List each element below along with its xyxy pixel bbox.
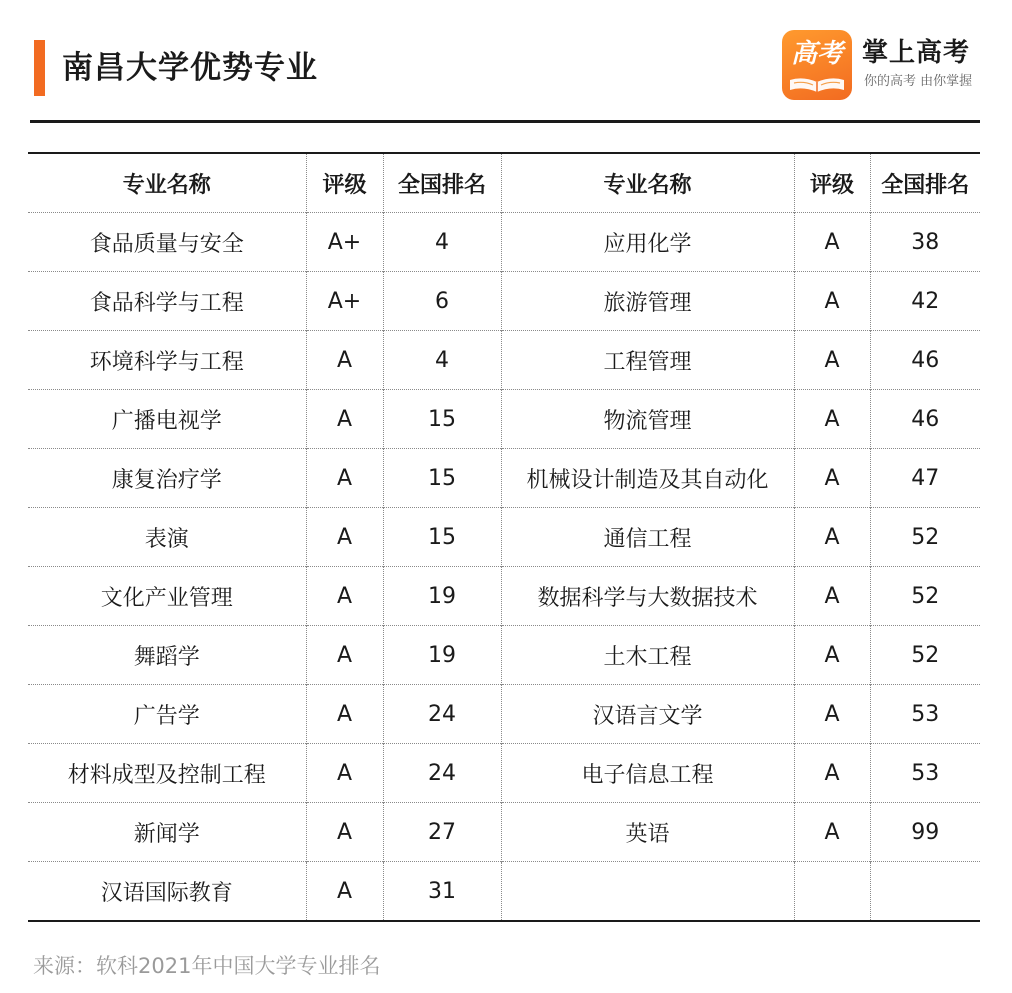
brand-name: 掌上高考 — [862, 38, 971, 68]
major-name: 英语 — [501, 803, 794, 862]
grade: A — [306, 508, 383, 567]
table-row — [28, 390, 980, 449]
col-header-grade: 评级 — [306, 153, 383, 213]
table-row — [28, 685, 980, 744]
major-name: 文化产业管理 — [28, 567, 306, 626]
major-name: 汉语言文学 — [501, 685, 794, 744]
national-rank: 15 — [383, 449, 501, 508]
col-header-grade: 评级 — [794, 153, 870, 213]
source-note: 来源：软科2021年中国大学专业排名 — [33, 954, 381, 978]
major-name: 物流管理 — [501, 390, 794, 449]
grade: A — [306, 390, 383, 449]
national-rank: 24 — [383, 744, 501, 803]
table-row — [28, 626, 980, 685]
national-rank: 31 — [383, 862, 501, 922]
national-rank: 4 — [383, 213, 501, 272]
major-name: 应用化学 — [501, 213, 794, 272]
major-name: 土木工程 — [501, 626, 794, 685]
major-name: 食品科学与工程 — [28, 272, 306, 331]
title-accent-bar — [34, 40, 45, 96]
national-rank: 27 — [383, 803, 501, 862]
national-rank: 15 — [383, 390, 501, 449]
table-row — [28, 449, 980, 508]
grade: A — [306, 685, 383, 744]
header-divider — [30, 120, 980, 123]
brand-slogan: 你的高考 由你掌握 — [864, 74, 973, 89]
table-row — [28, 508, 980, 567]
national-rank: 15 — [383, 508, 501, 567]
major-name: 环境科学与工程 — [28, 331, 306, 390]
grade: A — [794, 213, 870, 272]
national-rank: 52 — [870, 626, 980, 685]
major-name — [501, 862, 794, 922]
major-name: 通信工程 — [501, 508, 794, 567]
grade: A+ — [306, 272, 383, 331]
national-rank: 4 — [383, 331, 501, 390]
major-name: 数据科学与大数据技术 — [501, 567, 794, 626]
grade: A — [306, 862, 383, 922]
table-row — [28, 567, 980, 626]
col-header-rank: 全国排名 — [870, 153, 980, 213]
national-rank: 47 — [870, 449, 980, 508]
col-header-major: 专业名称 — [122, 172, 211, 198]
grade: A — [794, 449, 870, 508]
brand-logo — [782, 30, 852, 100]
major-name: 表演 — [28, 508, 306, 567]
major-name: 广播电视学 — [28, 390, 306, 449]
national-rank: 38 — [870, 213, 980, 272]
table-row — [28, 744, 980, 803]
table-row — [28, 272, 980, 331]
major-name: 新闻学 — [28, 803, 306, 862]
grade: A — [306, 449, 383, 508]
col-header-rank: 全国排名 — [383, 153, 501, 213]
grade: A — [794, 685, 870, 744]
grade: A+ — [306, 213, 383, 272]
table-row — [28, 862, 980, 922]
national-rank: 53 — [870, 685, 980, 744]
table-header-row — [28, 153, 980, 213]
page-title: 南昌大学优势专业 — [62, 50, 318, 86]
grade — [794, 862, 870, 922]
grade: A — [794, 803, 870, 862]
major-name: 食品质量与安全 — [28, 213, 306, 272]
major-name: 广告学 — [28, 685, 306, 744]
national-rank: 99 — [870, 803, 980, 862]
table-row — [28, 213, 980, 272]
national-rank: 19 — [383, 567, 501, 626]
table-row — [28, 331, 980, 390]
major-ranking-table — [28, 152, 980, 922]
national-rank: 42 — [870, 272, 980, 331]
national-rank: 52 — [870, 567, 980, 626]
national-rank: 53 — [870, 744, 980, 803]
major-name: 机械设计制造及其自动化 — [501, 449, 794, 508]
major-name: 舞蹈学 — [28, 626, 306, 685]
major-name: 旅游管理 — [501, 272, 794, 331]
major-name: 材料成型及控制工程 — [28, 744, 306, 803]
national-rank: 52 — [870, 508, 980, 567]
grade: A — [306, 744, 383, 803]
major-name: 汉语国际教育 — [28, 862, 306, 922]
national-rank — [870, 862, 980, 922]
major-name: 电子信息工程 — [501, 744, 794, 803]
national-rank: 24 — [383, 685, 501, 744]
grade: A — [794, 390, 870, 449]
col-header-major: 专业名称 — [501, 153, 794, 213]
logo-glyph: 高考 — [790, 39, 843, 69]
table-row — [28, 803, 980, 862]
grade: A — [794, 272, 870, 331]
grade: A — [794, 331, 870, 390]
book-icon — [788, 76, 846, 94]
national-rank: 46 — [870, 390, 980, 449]
grade: A — [306, 803, 383, 862]
national-rank: 46 — [870, 331, 980, 390]
grade: A — [794, 744, 870, 803]
grade: A — [794, 626, 870, 685]
major-name: 康复治疗学 — [28, 449, 306, 508]
grade: A — [306, 567, 383, 626]
national-rank: 19 — [383, 626, 501, 685]
grade: A — [794, 567, 870, 626]
grade: A — [794, 508, 870, 567]
grade: A — [306, 331, 383, 390]
grade: A — [306, 626, 383, 685]
national-rank: 6 — [383, 272, 501, 331]
major-name: 工程管理 — [501, 331, 794, 390]
